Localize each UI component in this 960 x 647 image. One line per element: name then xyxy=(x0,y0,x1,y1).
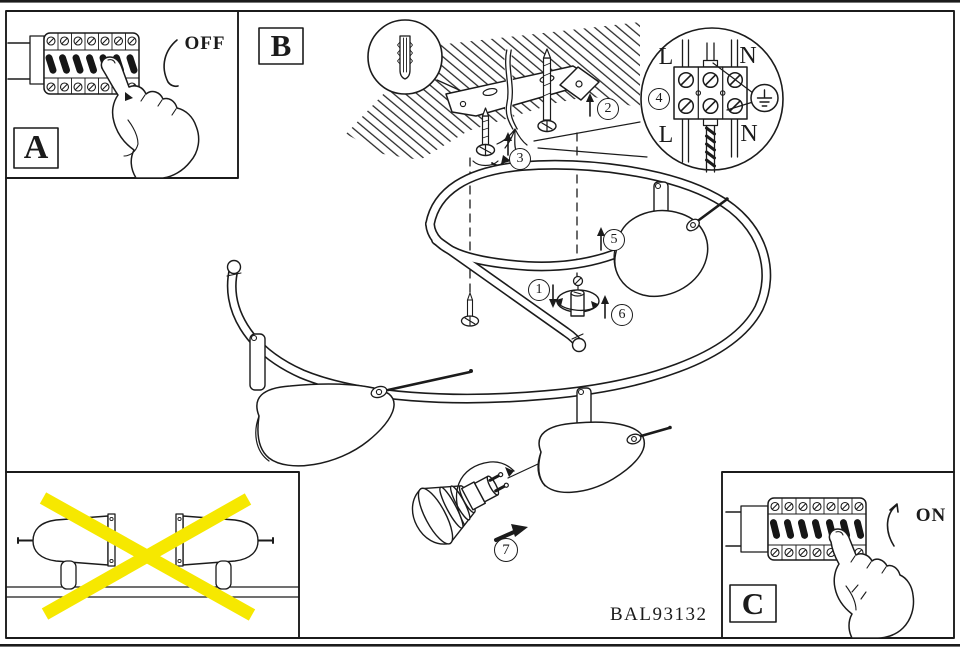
terminal-block xyxy=(674,61,747,126)
hub-screw-icon xyxy=(574,277,583,290)
flip-down-arrow-icon xyxy=(164,40,178,86)
earth-ground-icon xyxy=(751,85,778,112)
step-2-badge: 2 xyxy=(597,98,619,120)
insert-arrow-icon xyxy=(511,524,528,537)
panel-c-state: ON xyxy=(915,505,947,526)
terminal-label-l-bottom: L xyxy=(658,121,674,148)
step-1-badge: 1 xyxy=(528,279,550,301)
step-6-badge: 6 xyxy=(611,304,633,326)
spotlight-shade xyxy=(539,422,645,492)
model-number: BAL93132 xyxy=(610,604,708,625)
hand-icon xyxy=(829,529,913,638)
terminal-label-n-bottom: N xyxy=(740,120,758,147)
panel-b-label: B xyxy=(270,28,292,63)
terminal-label-l-top: L xyxy=(658,43,674,70)
spotlight-bottom xyxy=(538,388,672,492)
terminal-label-n-top: N xyxy=(739,42,757,69)
step-4-badge: 4 xyxy=(648,88,670,110)
panel-c-label: C xyxy=(741,585,765,621)
bulb-icon xyxy=(402,452,538,554)
panel-a-label: A xyxy=(23,129,49,166)
warning-panel xyxy=(6,498,299,615)
track-inner-cap xyxy=(573,339,586,352)
track-screw-icon xyxy=(462,293,479,326)
track-end-cap xyxy=(228,261,241,274)
hub-assembly xyxy=(556,277,599,317)
flip-up-arrow-icon xyxy=(888,504,898,546)
wall-anchor-icon xyxy=(398,36,413,79)
step-3-badge: 3 xyxy=(509,148,531,170)
step-5-badge: 5 xyxy=(603,229,625,251)
step-7-badge: 7 xyxy=(494,538,518,562)
hand-icon xyxy=(101,57,198,178)
panel-a-state: OFF xyxy=(184,33,226,54)
